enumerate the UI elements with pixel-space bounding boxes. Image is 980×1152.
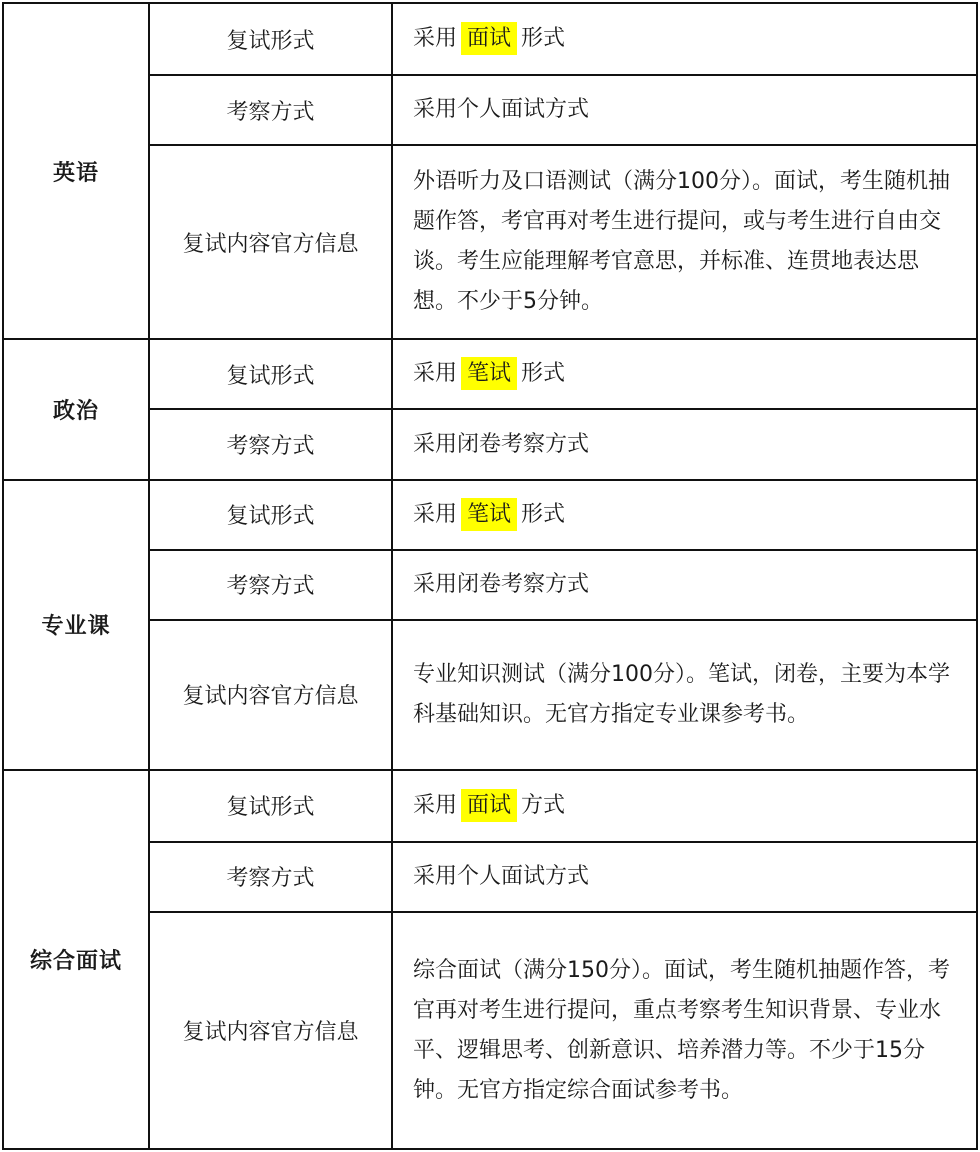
highlight-mark: 笔试 xyxy=(461,498,517,531)
form-suffix: 形式 xyxy=(521,501,566,527)
politics-form-row xyxy=(3,339,977,409)
politics-method: 采用闭卷考察方式 xyxy=(392,409,977,479)
info-text: 外语听力及口语测试（满分100分）。面试，考生随机抽题作答，考官再对考生进行提问，或与考生进行自由交谈。考生应能理解考官意思，并标准、连贯地表达思想。不少于5分钟。 xyxy=(413,169,950,315)
highlight-mark: 笔试 xyxy=(461,357,517,390)
interview-info xyxy=(392,912,977,1149)
subject-english: 英语 xyxy=(3,3,149,339)
label-info: 复试内容官方信息 xyxy=(149,912,392,1149)
interview-info-row xyxy=(3,912,977,1149)
info-text: 综合面试（满分150分）。面试，考生随机抽题作答，考官再对考生进行提问，重点考察考生知识背景、专业水平、逻辑思考、创新意识、培养潜力等。不少于15分钟。无官方指定综合面试参考书。 xyxy=(413,957,950,1103)
form-suffix: 形式 xyxy=(521,361,566,387)
label-method: 考察方式 xyxy=(149,409,392,479)
english-method: 采用个人面试方式 xyxy=(392,75,977,145)
highlight-mark: 面试 xyxy=(461,789,517,822)
subject-major: 专业课 xyxy=(3,480,149,770)
label-form: 复试形式 xyxy=(149,3,392,75)
english-form-row xyxy=(3,3,977,75)
exam-format-table xyxy=(2,2,978,1150)
interview-form xyxy=(392,770,977,842)
major-method-row xyxy=(3,550,977,620)
interview-method: 采用个人面试方式 xyxy=(392,842,977,912)
info-text: 专业知识测试（满分100分）。笔试，闭卷，主要为本学科基础知识。无官方指定专业课参考书。 xyxy=(413,661,950,727)
label-form: 复试形式 xyxy=(149,480,392,550)
form-suffix: 方式 xyxy=(521,792,566,818)
form-prefix: 采用 xyxy=(413,361,458,387)
label-form: 复试形式 xyxy=(149,770,392,842)
politics-form xyxy=(392,339,977,409)
label-method: 考察方式 xyxy=(149,75,392,145)
english-method-row xyxy=(3,75,977,145)
english-info xyxy=(392,145,977,339)
label-method: 考察方式 xyxy=(149,842,392,912)
major-info-row xyxy=(3,620,977,770)
politics-method-row xyxy=(3,409,977,479)
english-info-row xyxy=(3,145,977,339)
major-info xyxy=(392,620,977,770)
form-prefix: 采用 xyxy=(413,792,458,818)
subject-politics: 政治 xyxy=(3,339,149,479)
interview-method-row xyxy=(3,842,977,912)
interview-form-row xyxy=(3,770,977,842)
major-form-row xyxy=(3,480,977,550)
label-info: 复试内容官方信息 xyxy=(149,620,392,770)
label-method: 考察方式 xyxy=(149,550,392,620)
major-form xyxy=(392,480,977,550)
form-suffix: 形式 xyxy=(521,26,566,52)
label-info: 复试内容官方信息 xyxy=(149,145,392,339)
label-form: 复试形式 xyxy=(149,339,392,409)
form-prefix: 采用 xyxy=(413,501,458,527)
form-prefix: 采用 xyxy=(413,26,458,52)
highlight-mark: 面试 xyxy=(461,22,517,55)
english-form xyxy=(392,3,977,75)
subject-interview: 综合面试 xyxy=(3,770,149,1149)
major-method: 采用闭卷考察方式 xyxy=(392,550,977,620)
